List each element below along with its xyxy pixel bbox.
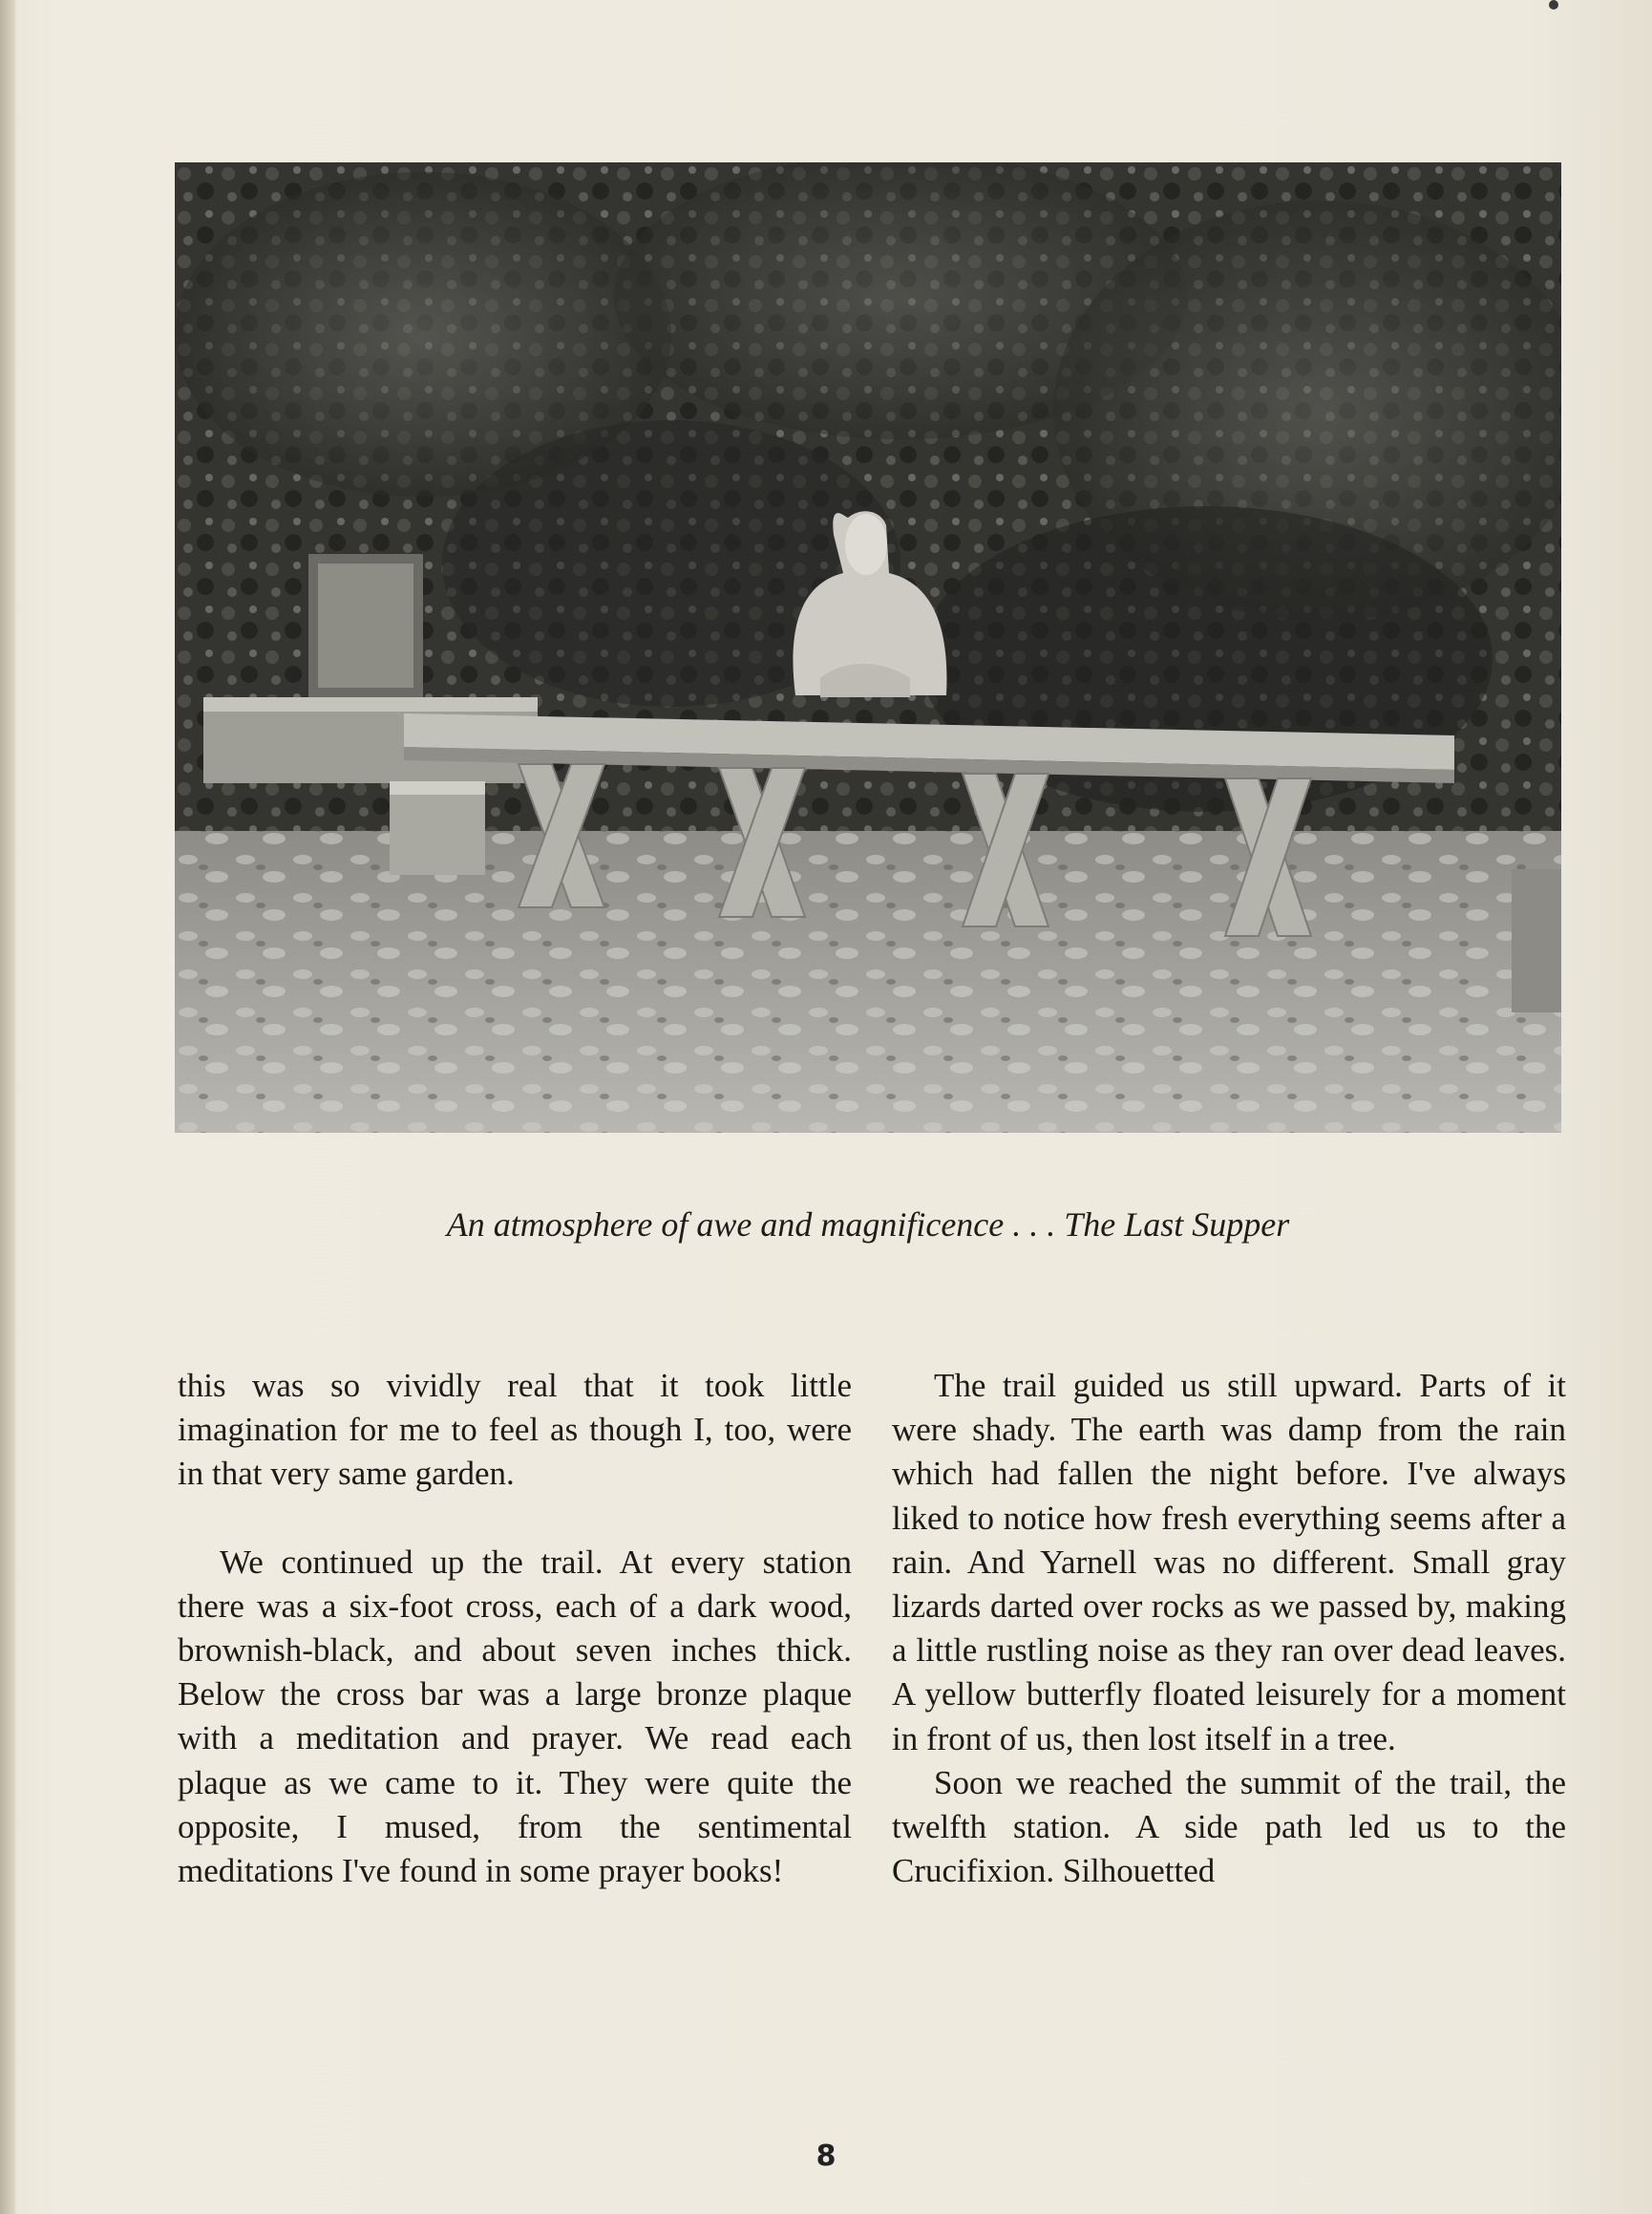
- photo-caption: An atmosphere of awe and magnificence . . . The Last Supper: [446, 1205, 1290, 1244]
- page-number: 8: [815, 2139, 837, 2173]
- article-column-left: [178, 1364, 852, 1893]
- photo-illustration: [175, 162, 1561, 1133]
- paragraph: Soon we reached the summit of the trail, the twelfth station. A side path led us to the Crucifixion. Silhouetted: [892, 1763, 1566, 1890]
- paragraph: The trail guided us still upward. Parts of it were shady. The earth was damp from the rain which had fallen the night before. I've always liked to notice how fresh everything seems after a rain. And Yarnell was no different. Small gray lizards darted over rocks as we passed by, making a little rustling noise as they ran over dead leaves. A yellow butterfly floated leisurely for a moment in front of us, then lost itself in a tree.: [892, 1367, 1566, 1757]
- article-column-right: [892, 1364, 1566, 1893]
- print-mark: [1549, 0, 1558, 10]
- page-spine-shadow: [0, 0, 15, 2214]
- paragraph: this was so vividly real that it took little imagination for me to feel as though I, too, were in that very same garden.: [178, 1367, 852, 1493]
- photo-last-supper: [175, 162, 1561, 1133]
- paragraph: We continued up the trail. At every station there was a six-foot cross, each of a dark wood, brownish-black, and about seven inches thick. Below the cross bar was a large bronze plaque with a meditation and prayer. We read each plaque as we came to it. They were quite the opposite, I mused, from the sentimental meditations I've found in some prayer books!: [178, 1543, 852, 1890]
